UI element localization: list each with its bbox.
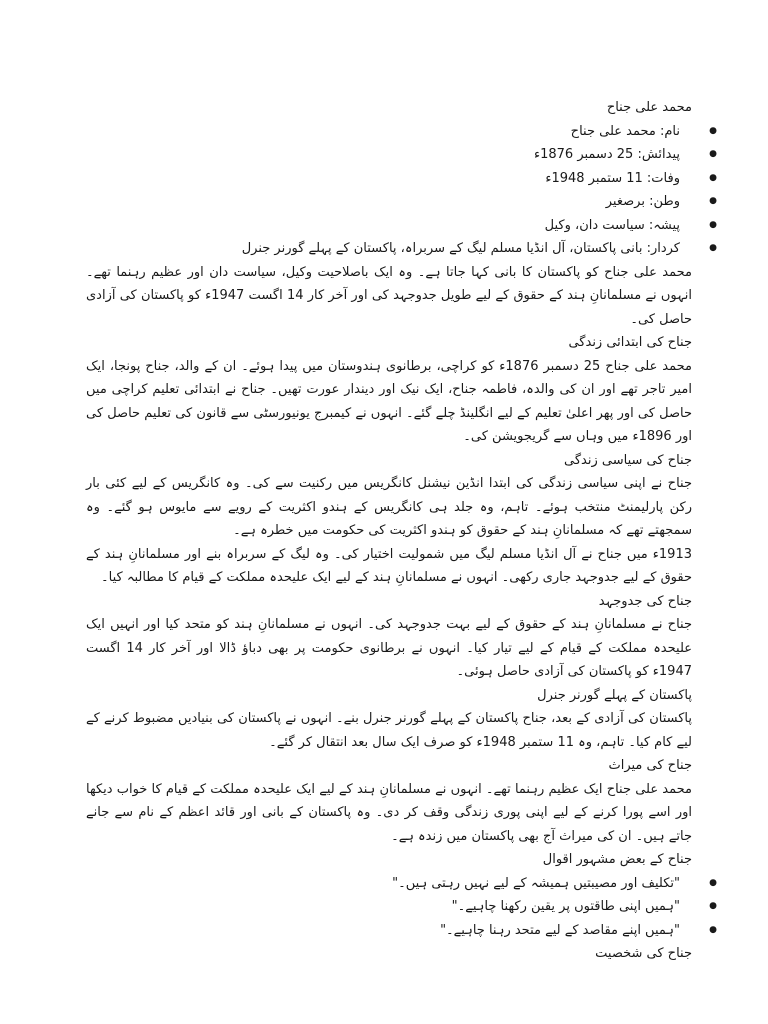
political-life-paragraph-2: 1913ء میں جناح نے آل انڈیا مسلم لیگ میں شمولیت اختیار کی۔ وہ لیگ کے سربراہ بنے اور مسلمانانِ ہند کے حقوق کے لیے جدوجہد جاری رکھی۔ انہوں نے مسلمانانِ ہند کے لیے ایک علیحدہ مملکت کے قیام کا مطالبہ کیا۔ (86, 546, 692, 585)
intro-paragraph: محمد علی جناح کو پاکستان کا بانی کہا جاتا ہے۔ وہ ایک باصلاحیت وکیل، سیاست دان اور عظیم رہنما تھے۔ انہوں نے مسلمانانِ ہند کے حقوق کے لیے طویل جدوجہد کی اور آخر کار 14 اگست 1947ء کو پاکستان کی آزادی حاصل کی۔ (86, 264, 692, 327)
early-life-paragraph: محمد علی جناح 25 دسمبر 1876ء کو کراچی، برطانوی ہندوستان میں پیدا ہوئے۔ ان کے والد، جناح پونجا، ایک امیر تاجر تھے اور ان کی والدہ، فاطمہ جناح، ایک نیک اور دیندار عورت تھیں۔ جناح نے ابتدائی تعلیم کراچی میں حاصل کی اور پھر اعلیٰ تعلیم کے لیے انگلینڈ چلے گئے۔ انہوں نے کیمبرج یونیورسٹی سے قانون کی تعلیم حاصل کی اور 1896ء میں وہاں سے گریجویشن کی۔ (86, 358, 692, 444)
fact-item-profession: ● پیشہ : سیاست دان، وکیل (86, 214, 680, 238)
section-heading-governor-general: پاکستان کے پہلے گورنر جنرل (537, 687, 692, 703)
struggle-paragraph: جناح نے مسلمانانِ ہند کے حقوق کے لیے بہت جدوجہد کی۔ انہوں نے مسلمانانِ ہند کو متحد کیا اور انہیں ایک علیحدہ مملکت کے قیام کے لیے تیار کیا۔ انہوں نے برطانوی حکومت پر بھی دباؤ ڈالا اور آخر کار 14 اگست 1947ء کو پاکستان کی آزادی حاصل ہوئی۔ (86, 617, 693, 679)
bullet-icon: ● (709, 196, 717, 206)
political-life-paragraph-1: جناح نے اپنی سیاسی زندگی کی ابتدا انڈین نیشنل کانگریس میں رکنیت سے کی۔ وہ کانگریس کے لیے کئی بار رکن پارلیمنٹ منتخب ہوئے۔ تاہم، وہ جلد ہی کانگریس کے ہندو اکثریت کے رویے سے مایوس ہو گئے۔ وہ سمجھتے تھے کہ مسلمانانِ ہند کے حقوق کو ہندو اکثریت کی حکومت میں خطرہ ہے۔ (86, 476, 692, 538)
fact-item-death: ● وفات : 11 ستمبر 1948ء (86, 167, 680, 191)
bullet-icon: ● (709, 243, 717, 253)
section-heading-legacy: جناح کی میراث (608, 758, 692, 773)
bullet-icon: ● (709, 219, 717, 230)
facts-list (86, 120, 717, 261)
section-heading-early-life: جناح کی ابتدائی زندگی (568, 335, 692, 350)
quotes-heading: جناح کے بعض مشہور اقوال (542, 852, 692, 867)
fact-item-birth: ● پیدائش : 25 دسمبر 1876ء (86, 143, 680, 167)
section-heading-struggle: جناح کی جدوجہد (598, 593, 692, 609)
fact-item-name: ● نام : محمد علی جناح (86, 120, 680, 144)
legacy-paragraph: محمد علی جناح ایک عظیم رہنما تھے۔ انہوں نے مسلمانانِ ہند کے لیے ایک علیحدہ مملکت کے قیام کا خواب دیکھا اور اسے پورا کرنے کے لیے اپنی پوری زندگی وقف کر دی۔ وہ پاکستان کے بانی اور قائد اعظم کے نام سے جانے جاتے ہیں۔ ان کی میراث آج بھی پاکستان میں زندہ ہے۔ (86, 781, 692, 844)
bullet-icon: ● (709, 125, 717, 136)
fact-item-homeland: ● وطن : برصغیر (86, 190, 680, 214)
bullet-icon: ● (709, 172, 717, 183)
quote-item: ● "ہمیں اپنے مقاصد کے لیے متحد رہنا چاہیے۔" (86, 919, 680, 943)
bullet-icon: ● (709, 924, 717, 935)
fact-item-role: ● کردار : بانی پاکستان، آل انڈیا مسلم لیگ کے سربراہ، پاکستان کے پہلے گورنر جنرل (86, 237, 680, 261)
document-title: محمد علی جناح (606, 100, 692, 115)
bullet-icon: ● (709, 901, 717, 911)
bullet-icon: ● (709, 877, 717, 888)
bullet-icon: ● (709, 149, 717, 159)
governor-general-paragraph: پاکستان کی آزادی کے بعد، جناح پاکستان کے پہلے گورنر جنرل بنے۔ انہوں نے پاکستان کی بنیادیں مضبوط کرنے کے لیے کام کیا۔ تاہم، وہ 11 ستمبر 1948ء کو صرف ایک سال بعد انتقال کر گئے۔ (86, 711, 692, 750)
quote-item: ● "تکلیف اور مصیبتیں ہمیشہ کے لیے نہیں رہتی ہیں۔" (86, 872, 680, 896)
section-heading-personality: جناح کی شخصیت (595, 946, 692, 961)
document-page (86, 96, 717, 966)
section-heading-political-life: جناح کی سیاسی زندگی (564, 452, 692, 468)
quotes-list (86, 872, 717, 943)
quote-item: ● "ہمیں اپنی طاقتوں پر یقین رکھنا چاہیے۔" (86, 895, 680, 919)
